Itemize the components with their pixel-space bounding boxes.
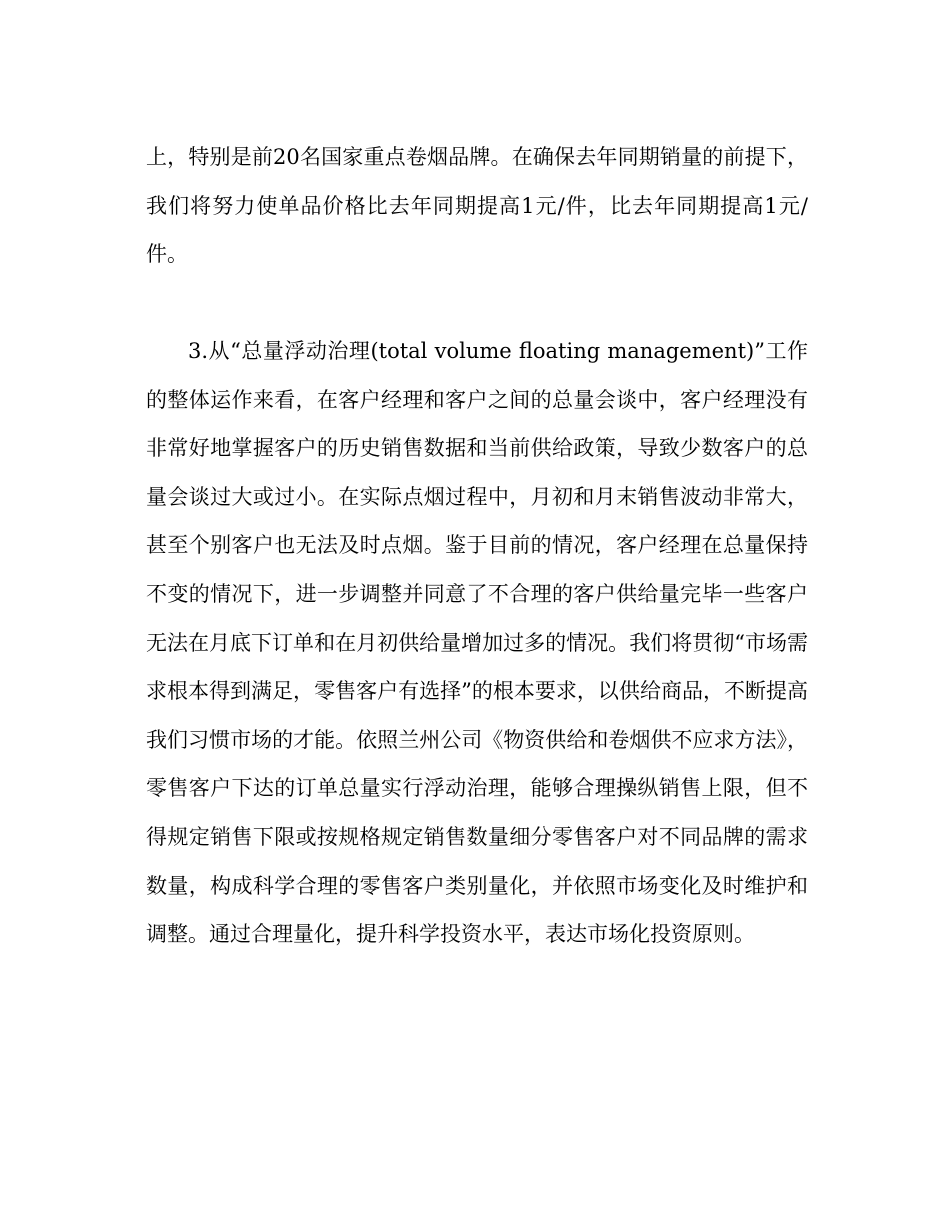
paragraph-continuation: 上，特别是前20名国家重点卷烟品牌。在确保去年同期销量的前提下，我们将努力使单品价格比去年同期提高1元/件，比去年同期提高1元/件。 (146, 145, 808, 267)
paragraph-total-volume-management: 3.从“总量浮动治理(total volume floating management)”工作的整体运作来看，在客户经理和客户之间的总量会谈中，客户经理没有非常好地掌握客户的历史销售数据和当前供给政策，导致少数客户的总量会谈过大或过小。在实际点烟过程中，月初和月末销售波动非常大，甚至个别客户也无法及时点烟。鉴于目前的情况，客户经理在总量保持不变的情况下，进一步调整并同意了不合理的客户供给量完毕一些客户无法在月底下订单和在月初供给量增加过多的情况。我们将贯彻“市场需求根本得到满足，零售客户有选择”的根本要求，以供给商品，不断提高我们习惯市场的才能。依照兰州公司《物资供给和卷烟供不应求方法》，零售客户下达的订单总量实行浮动治理，能够合理操纵销售上限，但不得规定销售下限或按规格规定销售数量细分零售客户对不同品牌的需求数量，构成科学合理的零售客户类别量化，并依照市场变化及时维护和调整。通过合理量化，提升科学投资水平，表达市场化投资原则。 (146, 339, 808, 947)
